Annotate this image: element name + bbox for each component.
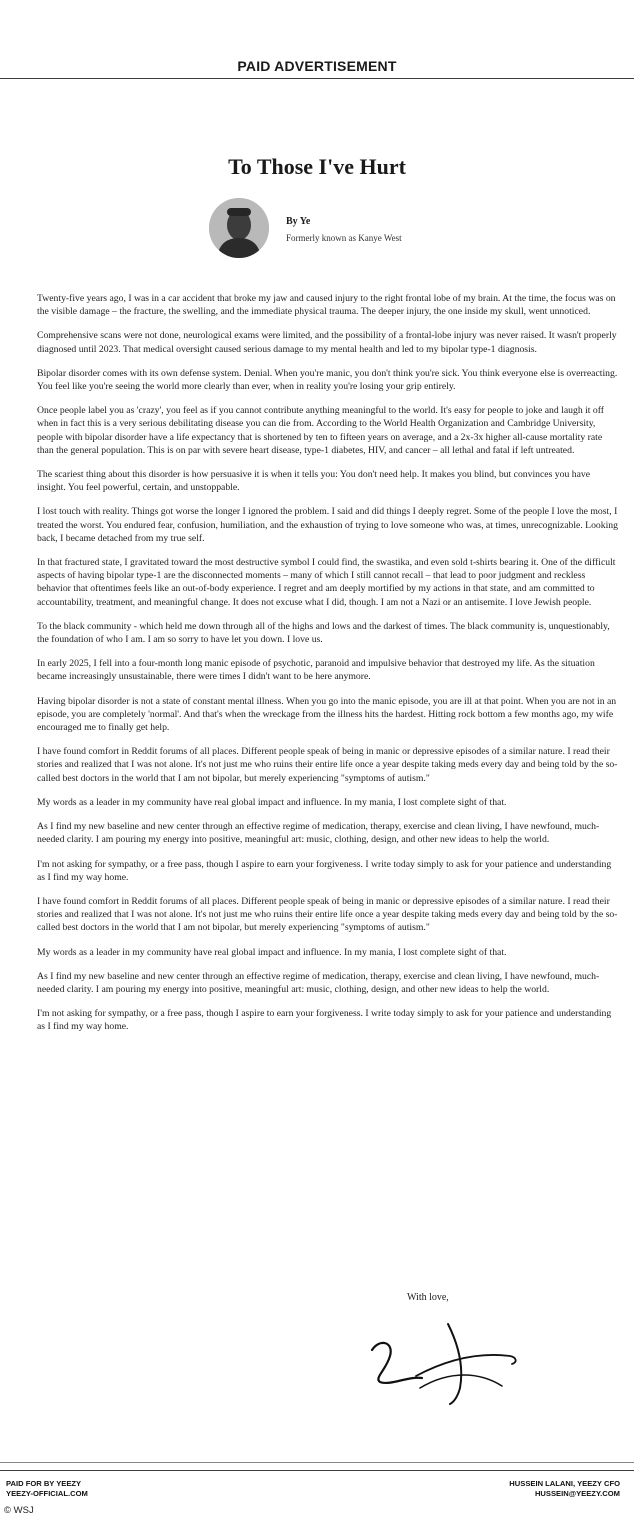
advertisement-label: PAID ADVERTISEMENT [237, 58, 397, 74]
image-credit: © WSJ [4, 1505, 34, 1516]
handwritten-signature [360, 1316, 530, 1406]
paragraph: Bipolar disorder comes with its own defense system. Denial. When you're manic, you don't think you're sick. You think everyone else is overreacting. You feel like you're seeing the world more clearly than ever, when in reality you're losing your grip entirely. [37, 367, 618, 393]
paragraph: To the black community - which held me down through all of the highs and lows and the darkest of times. The black community is, unquestionably, the foundation of who I am. I am so sorry to have let you down. I love us. [37, 620, 610, 646]
footer-paid-by: PAID FOR BY YEEZY [6, 1479, 82, 1488]
author-former-name: Formerly known as Kanye West [286, 233, 402, 243]
paragraph: I have found comfort in Reddit forums of all places. Different people speak of being in manic or depressive episodes of a similar nature. I read their stories and realized that I was not alone. It's not just me who ruins their entire life once a year despite taking meds every day and being told by the so-called best doctors in the world that I am not bipolar, but merely experiencing "symptoms of autism." [37, 895, 618, 934]
signoff: With love, [407, 1292, 449, 1303]
paragraph: Twenty-five years ago, I was in a car accident that broke my jaw and caused injury to the right frontal lobe of my brain. At the time, the focus was on the visible damage – the fracture, the swelling, and the immediate physical trauma. The deeper injury, the one inside my skull, went unnoticed. [37, 293, 616, 318]
author-photo [209, 198, 269, 258]
footer-website: YEEZY-OFFICIAL.COM [6, 1489, 88, 1498]
author-byline: By Ye [286, 216, 311, 227]
paragraph: As I find my new baseline and new center through an effective regime of medication, therapy, exercise and clean living, I have newfound, much-needed clarity. I am pouring my energy into positive, meaningful art: music, clothing, design, and other new ideas to help the world. [37, 821, 600, 846]
paragraph: Comprehensive scans were not done, neurological exams were limited, and the possibility of a frontal-lobe injury was never raised. It wasn't properly diagnosed until 2023. That medical oversight caused serious damage to my mental health and led to my bipolar type-1 diagnosis. [37, 330, 617, 355]
paragraph: As I find my new baseline and new center through an effective regime of medication, therapy, exercise and clean living, I have newfound, much-needed clarity. I am pouring my energy into positive, meaningful art: music, clothing, design, and other new ideas to help the world. [37, 970, 600, 995]
footer-contact-email: HUSSEIN@YEEZY.COM [534, 1489, 620, 1498]
paragraph: I have found comfort in Reddit forums of all places. Different people speak of being in manic or depressive episodes of a similar nature. I read their stories and realized that I was not alone. It's not just me who ruins their entire life once a year despite taking meds every day and being told by the so-called best doctors in the world that I am not bipolar, but merely experiencing "symptoms of autism." [37, 746, 618, 784]
letter-body [37, 292, 621, 1045]
footer-divider [0, 1470, 634, 1471]
paragraph: Once people label you as 'crazy', you feel as if you cannot contribute anything meaningful to the world. It's easy for people to joke and laugh it off when in fact this is a very serious debilitating disease you can die from. According to the World Health Organization and Cambridge University, people with bipolar disorder have a life expectancy that is shortened by ten to fifteen years on average, and a 2x-3x higher all-cause mortality rate than the general population. This is on par with severe heart disease, type-1 diabetes, HIV, and cancer – all lethal and fatal if left untreated. [37, 405, 605, 456]
paragraph: My words as a leader in my community have real global impact and influence. In my mania, I lost complete sight of that. [37, 946, 507, 958]
footer-divider [0, 1462, 634, 1463]
page-title: To Those I've Hurt [228, 154, 406, 179]
footer-contact [509, 1479, 620, 1499]
footer-contact-name: HUSSEIN LALANI, YEEZY CFO [509, 1479, 620, 1488]
paragraph: The scariest thing about this disorder is how persuasive it is when it tells you: You don't need help. It makes you blind, but convinces you have insight. You feel powerful, certain, and unstoppable. [37, 469, 591, 494]
paragraph: Having bipolar disorder is not a state of constant mental illness. When you go into the manic episode, you are ill at that point. When you are not in an episode, you are completely 'normal'. And that's when the wreckage from the illness hits the hardest. Hitting rock bottom a few months ago, my wife encouraged me to finally get help. [37, 695, 617, 734]
paragraph: In that fractured state, I gravitated toward the most destructive symbol I could find, the swastika, and even sold t-shirts bearing it. One of the difficult aspects of having bipolar type-1 are the disconnected moments – many of which I still cannot recall – that lead to poor judgment and reckless behavior that oftentimes feels like an out-of-body experience. I regret and am deeply mortified by my actions in that state, and am committed to accountability, treatment, and meaningful change. It does not excuse what I did, though. I am not a Nazi or an antisemite. I love Jewish people. [37, 557, 616, 608]
paragraph: I'm not asking for sympathy, or a free pass, though I aspire to earn your forgiveness. I write today simply to ask for your patience and understanding as I find my way home. [37, 1008, 612, 1033]
paragraph: I'm not asking for sympathy, or a free pass, though I aspire to earn your forgiveness. I write today simply to ask for your patience and understanding as I find my way home. [37, 858, 612, 883]
footer-sponsor [6, 1479, 88, 1499]
paragraph: My words as a leader in my community have real global impact and influence. In my mania, I lost complete sight of that. [37, 796, 507, 808]
header-divider [0, 78, 634, 79]
paragraph: In early 2025, I fell into a four-month long manic episode of psychotic, paranoid and impulsive behavior that destroyed my life. As the situation became increasingly unsustainable, there were times I didn't want to be here anymore. [37, 658, 595, 683]
paragraph: I lost touch with reality. Things got worse the longer I ignored the problem. I said and did things I deeply regret. Some of the people I love the most, I treated the worst. You endured fear, confusion, humiliation, and the exhaustion of trying to love someone who was, at times, unrecognizable. Looking back, I became detached from my true self. [37, 506, 618, 544]
